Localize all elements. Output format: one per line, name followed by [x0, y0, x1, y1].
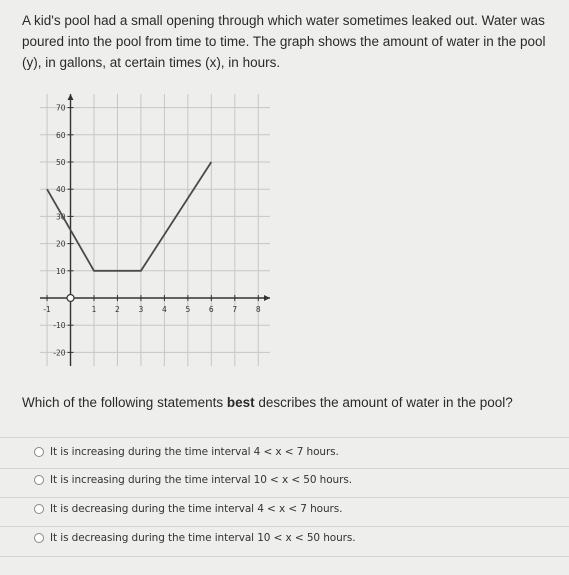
option-d[interactable] [34, 532, 356, 544]
x-tick-label: 2 [115, 305, 120, 314]
problem-text: A kid's pool had a small opening through which water sometimes leaked out. Water was poured into the pool from time to time. The graph shows the amount of water in the pool (y), in gallons, at certain times (x), in hours. [22, 13, 546, 70]
radio-button[interactable] [34, 447, 44, 457]
x-tick-label: 1 [91, 305, 97, 314]
y-tick-label: -10 [53, 321, 66, 331]
y-tick-label: 70 [55, 103, 66, 113]
x-axis-arrow [264, 295, 270, 301]
option-label: It is increasing during the time interval 4 < x < 7 hours. [50, 446, 339, 458]
y-tick-label: 30 [55, 212, 66, 222]
option-b[interactable] [34, 474, 352, 486]
divider [0, 437, 569, 438]
question-prefix: Which of the following statements [22, 395, 227, 410]
origin-marker [67, 295, 74, 302]
divider [0, 497, 569, 498]
divider [0, 526, 569, 527]
option-label: It is decreasing during the time interval 4 < x < 7 hours. [50, 503, 343, 515]
water-graph [30, 86, 280, 376]
x-tick-label: 6 [208, 305, 214, 314]
radio-button[interactable] [34, 475, 44, 485]
y-tick-label: 40 [55, 185, 66, 195]
option-label: It is increasing during the time interval 10 < x < 50 hours. [50, 474, 352, 486]
x-tick-label: 5 [185, 305, 191, 314]
divider [0, 468, 569, 469]
question-suffix: describes the amount of water in the pool? [254, 395, 513, 410]
question-text [22, 393, 562, 413]
x-tick-label: 4 [161, 305, 167, 314]
option-c[interactable] [34, 503, 342, 515]
question-bold: best [226, 395, 255, 410]
y-tick-label: -20 [53, 348, 66, 358]
y-tick-label: 20 [55, 239, 66, 249]
radio-button[interactable] [34, 504, 44, 514]
divider [0, 556, 569, 557]
y-tick-label: 50 [55, 158, 66, 167]
x-tick-label: 7 [232, 305, 238, 314]
x-tick-label: 3 [138, 305, 144, 314]
y-axis-arrow [68, 94, 74, 100]
x-tick-label: -1 [43, 305, 51, 314]
x-tick-label: 8 [255, 305, 261, 314]
y-tick-label: 10 [55, 266, 66, 276]
option-label: It is decreasing during the time interval 10 < x < 50 hours. [50, 532, 356, 544]
y-tick-label: 60 [55, 130, 66, 140]
option-a[interactable] [34, 446, 339, 458]
radio-button[interactable] [34, 533, 44, 543]
